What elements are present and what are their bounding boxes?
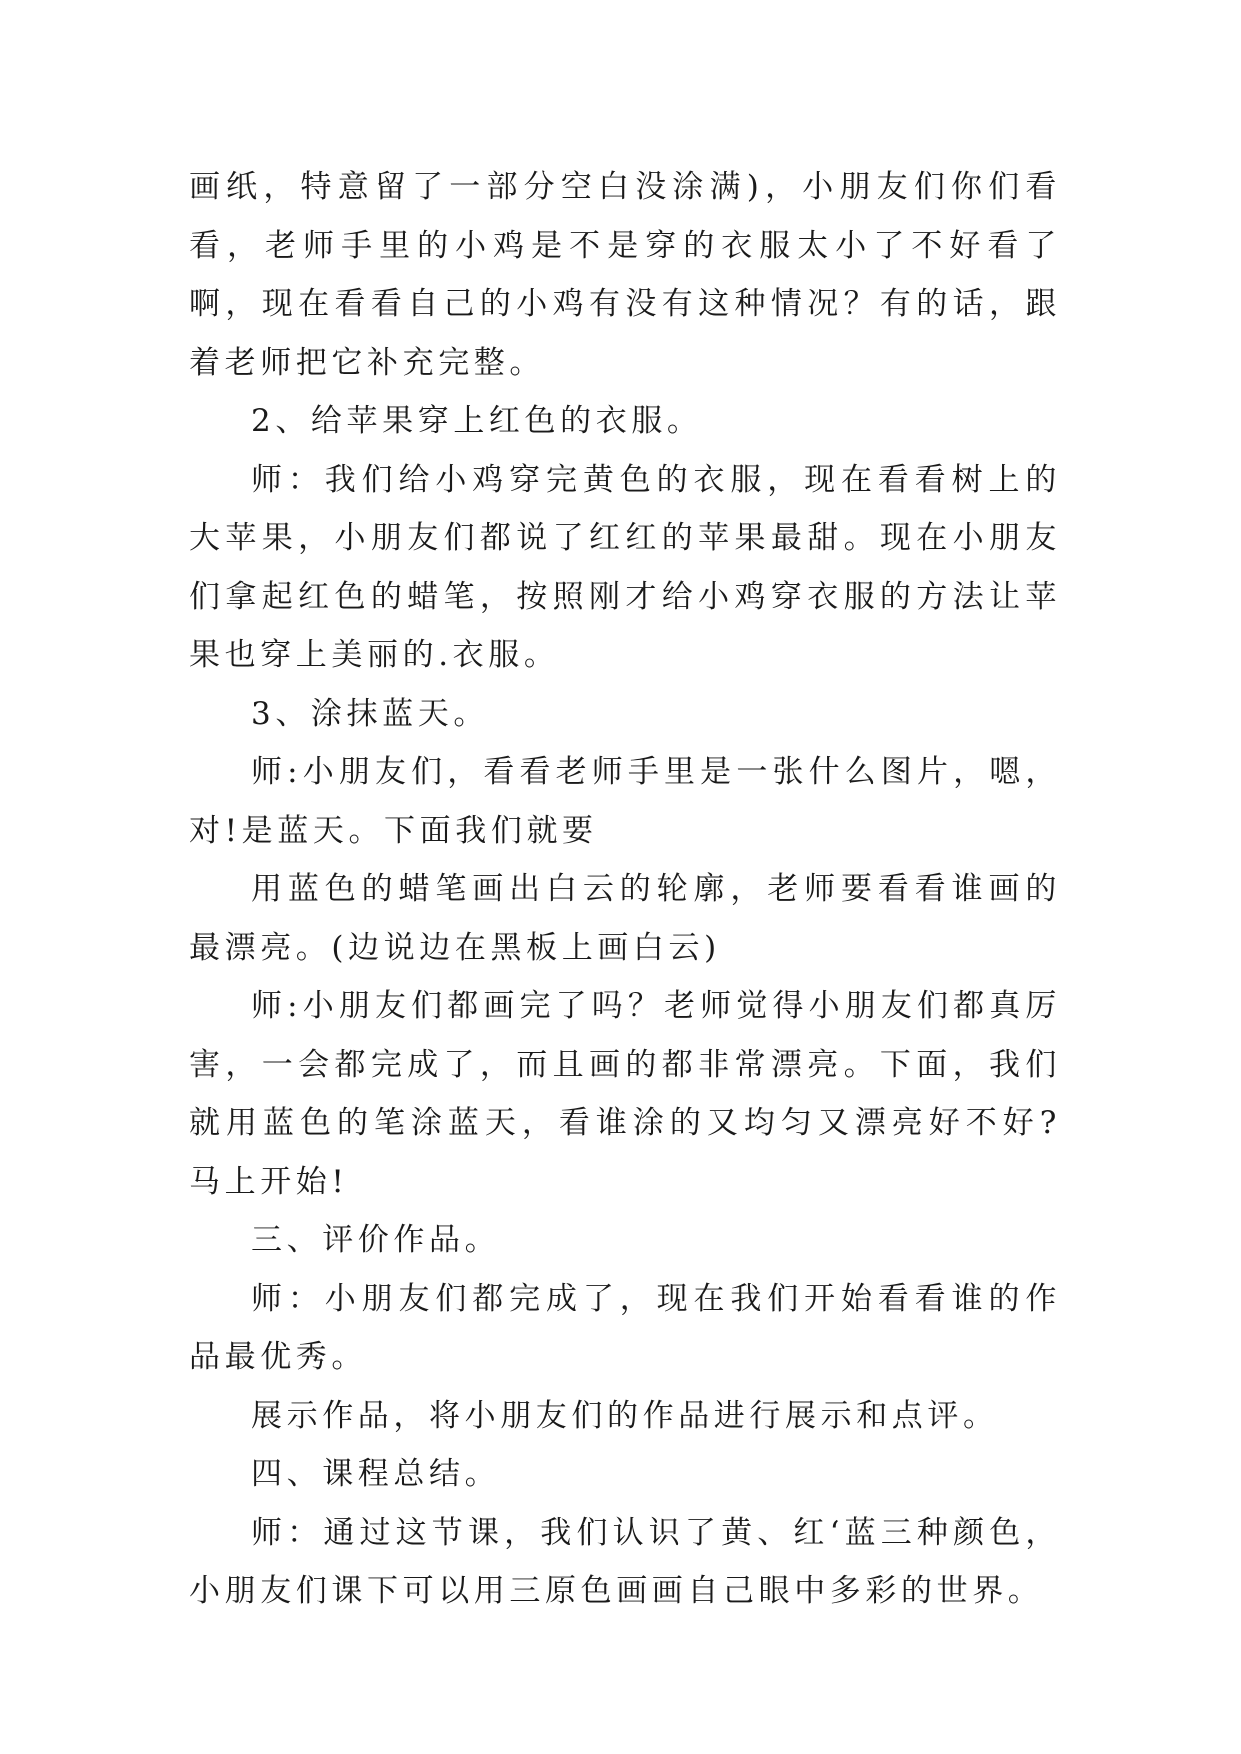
document-body — [189, 158, 1061, 1621]
paragraph: 师：我们给小鸡穿完黄色的衣服，现在看看树上的大苹果，小朋友们都说了红红的苹果最甜。现在小朋友们拿起红色的蜡笔，按照刚才给小鸡穿衣服的方法让苹果也穿上美丽的.衣服。 — [189, 461, 1061, 673]
paragraph: 展示作品，将小朋友们的作品进行展示和点评。 — [251, 1397, 999, 1434]
paragraph: 三、评价作品。 — [251, 1222, 501, 1258]
paragraph: 师：小朋友们都完成了，现在我们开始看看谁的作品最优秀。 — [189, 1280, 1061, 1375]
paragraph: 师:小朋友们都画完了吗？老师觉得小朋友们都真厉害，一会都完成了，而且画的都非常漂亮。下面，我们就用蓝色的笔涂蓝天，看谁涂的又均匀又漂亮好不好?马上开始! — [189, 988, 1061, 1200]
paragraph: 师：通过这节课，我们认识了黄、红‘蓝三种颜色，小朋友们课下可以用三原色画画自己眼中多彩的世界。 — [189, 1514, 1061, 1609]
paragraph: 画纸，特意留了一部分空白没涂满)，小朋友们你们看看，老师手里的小鸡是不是穿的衣服太小了不好看了啊，现在看看自己的小鸡有没有这种情况？有的话，跟着老师把它补充完整。 — [189, 169, 1061, 381]
paragraph: 2、给苹果穿上红色的衣服。 — [251, 403, 703, 439]
paragraph: 四、课程总结。 — [251, 1456, 501, 1492]
paragraph: 师:小朋友们，看看老师手里是一张什么图片，嗯，对!是蓝天。下面我们就要 — [189, 754, 1061, 849]
paragraph: 3、涂抹蓝天。 — [251, 695, 489, 732]
paragraph: 用蓝色的蜡笔画出白云的轮廓，老师要看看谁画的最漂亮。(边说边在黑板上画白云) — [189, 871, 1061, 966]
